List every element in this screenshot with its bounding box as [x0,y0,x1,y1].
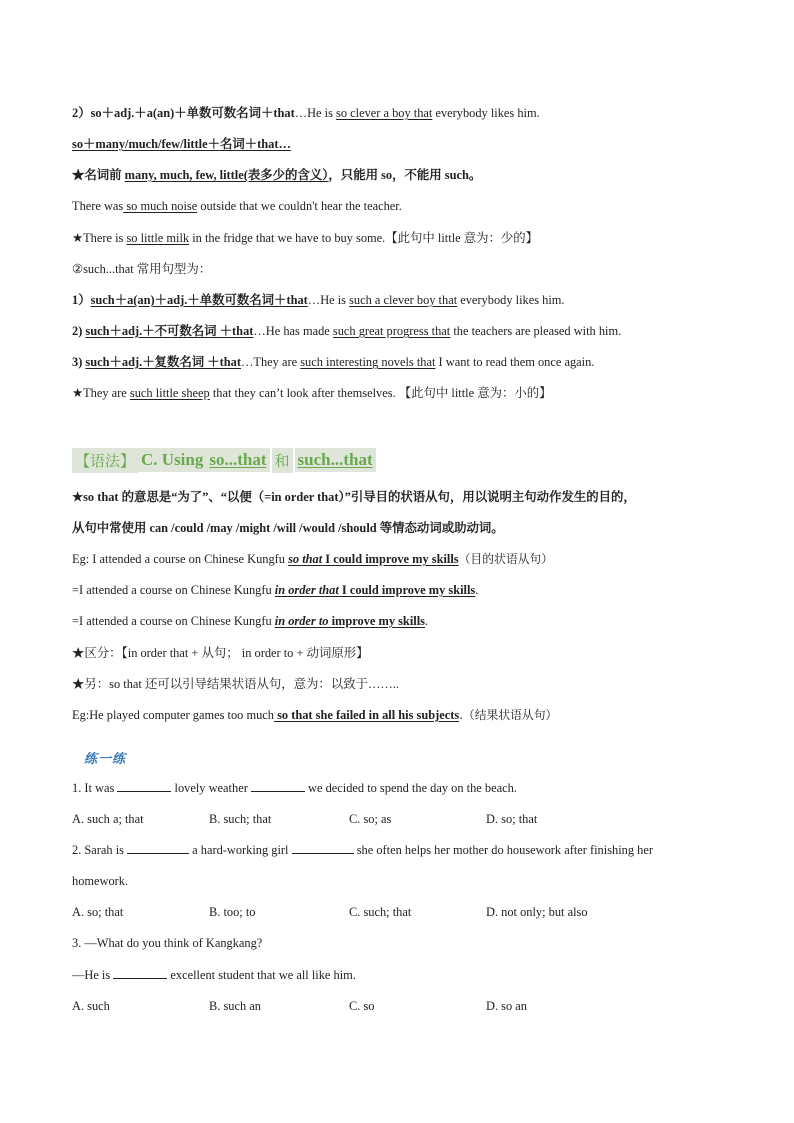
grammar-rule-line-1 [72,489,734,505]
line-so-many-much [72,136,734,152]
example-start: …He is [307,293,350,307]
example-rest: that they can’t look after themselves. 【此句中 little 意为：小的】 [209,386,552,400]
example-start: ★There is [72,231,127,245]
intro-text: ②such...that 常用句型为： [72,262,212,276]
question-3 [72,935,734,951]
note-underlined: many, much, few, little(表多少的含义） [124,168,329,182]
option-c[interactable]: C. so; as [349,812,392,826]
question-text: 1. It was [72,781,118,795]
grammar-example-1 [72,551,734,567]
example-start: Eg: I attended a course on Chinese Kungfu [72,552,289,566]
example-period: . [475,583,479,597]
line-such-that-intro [72,261,734,277]
question-text: excellent student that we all like him. [167,968,356,982]
question-1 [72,780,734,796]
additional-text: ★另：so that 还可以引导结果状语从句，意为：以致于…….. [72,677,399,691]
example-underlined: so little milk [126,231,190,245]
question-2 [72,842,734,858]
example-underlined: such little sheep [129,386,210,400]
option-c[interactable]: C. so [349,999,375,1013]
option-c[interactable]: C. such; that [349,905,412,919]
heading-and: 和 [272,448,293,473]
item-number: 1） [72,293,91,307]
example-rest: the teachers are pleased with him. [450,324,622,338]
pattern-text: such＋adj.＋复数名词 ＋that [85,355,242,369]
line-such-adj-uncountable [72,323,734,339]
answer-blank[interactable] [117,780,171,792]
item-number: 3) [72,355,86,369]
example-keyword: in order to [274,614,329,628]
option-a[interactable]: A. such [72,999,110,1013]
rule-text: 从句中常使用 can /could /may /might /will /would /should 等情态动词或助动词。 [72,521,504,535]
example-underlined: so much noise [123,199,198,213]
example-note: （目的状语从句） [458,552,554,566]
question-text: lovely weather [171,781,251,795]
example-underlined: such interesting novels that [300,355,436,369]
option-a[interactable]: A. such a; that [72,812,144,826]
line-example-milk [72,230,734,246]
example-start: There was [72,199,124,213]
line-so-adj-a-noun [72,105,734,121]
question-text: 3. —What do you think of Kangkang? [72,936,263,950]
pattern-text: 2）so＋adj.＋a(an)＋单数可数名词＋that [72,106,295,120]
grammar-additional [72,676,734,692]
grammar-rule-line-2 [72,520,734,536]
example-clause: improve my skills [328,614,425,628]
grammar-example-2 [72,582,734,598]
question-text: 2. Sarah is [72,843,128,857]
question-text: she often helps her mother do housework after finishing her [353,843,653,857]
grammar-result-example [72,707,734,723]
pattern-text: such＋a(an)＋adj.＋单数可数名词＋that [90,293,308,307]
example-rest: everybody likes him. [457,293,565,307]
section-heading [72,447,376,473]
question-text: —He is [72,968,114,982]
option-d[interactable]: D. so an [486,999,527,1013]
example-start: …They are [241,355,301,369]
example-period: . [424,614,429,628]
option-b[interactable]: B. such an [209,999,261,1013]
example-rest: everybody likes him. [432,106,540,120]
example-underlined: such great progress that [332,324,451,338]
pattern-ellipsis: …He is [294,106,337,120]
heading-bracket: 【语法】 [72,448,138,473]
line-example-noise [72,198,734,214]
note-rest: ，只能用 so，不能用 such。 [328,168,482,182]
option-d[interactable]: D. not only; but also [486,905,588,919]
line-such-adj-plural [72,354,734,370]
option-a[interactable]: A. so; that [72,905,124,919]
example-keyword: so that [288,552,323,566]
line-note-nouns [72,167,734,183]
line-example-sheep [72,385,734,401]
question-text: we decided to spend the day on the beach. [304,781,517,795]
heading-title: C. Using [138,448,206,472]
example-start: Eg:He played computer games too much [72,708,274,722]
example-start: =I attended a course on Chinese Kungfu [72,583,275,597]
example-rest: outside that we couldn't hear the teacher. [197,199,402,213]
pattern-text: so＋many/much/few/little＋名词＋that… [72,137,291,151]
example-note: .（结果状语从句） [459,708,558,722]
example-start: ★They are [72,386,130,400]
answer-blank[interactable] [113,967,167,979]
example-underlined: so clever a boy that [336,106,433,120]
example-underlined: such a clever boy that [349,293,458,307]
answer-blank[interactable] [127,842,189,854]
example-start: …He has made [253,324,333,338]
example-rest: in the fridge that we have to buy some.【此句中 little 意为：少的】 [189,231,539,245]
question-2-continued [72,873,734,889]
example-rest: I want to read them once again. [435,355,595,369]
pattern-text: such＋adj.＋不可数名词 ＋that [85,324,254,338]
answer-blank[interactable] [251,780,305,792]
answer-blank[interactable] [292,842,354,854]
item-number: 2) [72,324,86,338]
note-prefix: ★名词前 [72,168,125,182]
example-clause: so that she failed in all his subjects [273,708,460,722]
rule-text: ★so that 的意思是“为了”、“以便（=in order that）”引导目的状语从句，用以说明主句动作发生的目的， [72,490,636,504]
heading-term-so-that: so...that [206,448,269,472]
question-text: a hard-working girl [189,843,292,857]
question-text: homework. [72,874,129,888]
option-b[interactable]: B. too; to [209,905,256,919]
question-3-response [72,967,734,983]
distinction-text: ★区分：【in order that + 从句； in order to + 动词原形】 [72,646,369,660]
line-such-a-adj-noun [72,292,734,308]
example-keyword: in order that [274,583,339,597]
grammar-distinction [72,645,734,661]
option-d[interactable]: D. so; that [486,812,538,826]
option-b[interactable]: B. such; that [209,812,272,826]
example-clause: I could improve my skills [322,552,459,566]
practice-heading: 练一练 [84,752,127,767]
example-start: =I attended a course on Chinese Kungfu [72,614,275,628]
example-clause: I could improve my skills [338,583,476,597]
grammar-example-3 [72,613,734,629]
heading-term-such-that: such...that [295,448,376,472]
